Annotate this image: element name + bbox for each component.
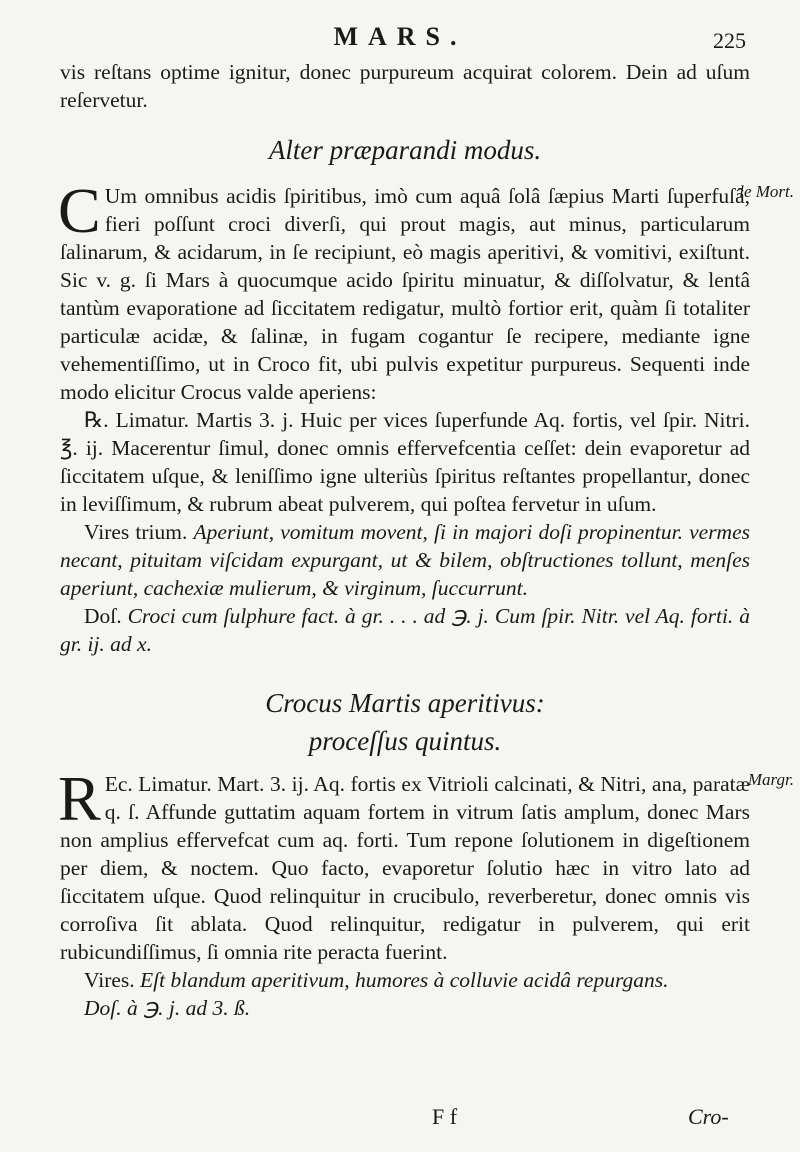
section-heading-2 [60,684,750,760]
dose-paragraph [60,602,750,658]
body-text [58,58,794,1022]
page-number: 225 [713,28,746,53]
paragraph: Ec. Limatur. Mart. 3. ij. Aq. fortis ex Vitrioli calcinati, & Nitri, ana, paratæ q. ſ. Affunde guttatim aquam fortem in vitrum ſatis amplum, donec Mars non amplius effervefcat cum aq. forti. Tum repone ſolutionem in digeſtionem per diem, & noctem. Quo facto, evaporetur ſolutio hæc in vitro lato ad ſiccitatem uſque. Quod relinquitur in crucibulo, reverberetur, donec omnis vis corroſiva ſit ablata. Quod relinquitur, redigatur in pulverem, qui erit rubicundiſſimus, ſi omnia rite peracta fuerint. [60,772,750,964]
paragraph-with-dropcap [58,763,794,966]
drop-cap: C [58,175,101,246]
paragraph-with-dropcap [58,175,794,406]
virtues-text: Aperiunt, vomitum movent, ſi in majori doſi propinentur. vermes necant, pituitam viſcidam expurgant, ut & bilem, obſtructiones tollunt, menſes aperiunt, cachexiæ mulierum, & virginum, ſuccurrunt. [60,520,750,600]
virtues-paragraph [60,518,750,602]
running-head: MARS. [333,22,467,51]
page-footer [0,1104,800,1140]
margin-note: Margr. [747,770,794,789]
paragraph: vis reſtans optime ignitur, donec purpureum acquirat colorem. Dein ad uſum reſervetur. [60,60,750,112]
catchword: Cro- [688,1104,729,1129]
virtues-lead: Vires. [84,968,135,992]
heading-line: Crocus Martis aperitivus: [265,688,545,718]
heading-line: proceſſus quintus. [308,726,502,756]
dose-text: Croci cum ſulphure fact. à gr. . . . ad ℈. j. Cum ſpir. Nitr. vel Aq. forti. à gr. ij. ad x. [60,604,751,656]
signature-mark: F f [432,1104,458,1129]
virtues-text: Eſt blandum aperitivum, humores à colluvie acidâ repurgans. [140,968,669,992]
dose-lead: Doſ. [84,604,122,628]
paragraph: Um omnibus acidis ſpiritibus, imò cum aquâ ſolâ ſæpius Marti ſuperfuſâ, fieri poſſunt croci diverſi, qui prout magis, aut minus, particularum ſalinarum, & acidarum, in ſe recipiunt, eò magis aperitivi, & vomitivi, exiſtunt. Sic v. g. ſi Mars à quocumque acido ſpiritu minuatur, & diſſolvatur, & lentâ tantùm evaporatione ad ſiccitatem redigatur, multò fortior erit, quàm ſi totaliter particulæ acidæ, & ſalinæ, in fugam cogantur ſe recipere, mediante igne vehementiſſimo, ut in Croco fit, ubi pulvis expetitur purpureus. Sequenti inde modo elicitur Crocus valde aperiens: [60,184,750,404]
section-heading: Alter præparandi modus. [268,135,542,165]
margin-note: le Mort. [739,182,794,201]
page-header [0,22,800,62]
dose-paragraph: Doſ. à ℈. j. ad 3. ß. [84,996,251,1020]
drop-cap: R [58,763,101,834]
recipe-paragraph: ℞. Limatur. Martis 3. j. Huic per vices ſuperfunde Aq. fortis, vel ſpir. Nitri. ℥. ij. Macerentur ſimul, donec omnis effervefcentia ceſſet: dein evaporetur ad ſiccitatem uſque, & leniſſimo igne ulteriùs ſpiritus reſtantes propellantur, donec in leviſſimum, & rubrum abeat pulverem, qui poſtea fervetur in uſum. [60,408,750,516]
virtues-lead: Vires trium. [84,520,188,544]
virtues-paragraph [60,966,750,994]
